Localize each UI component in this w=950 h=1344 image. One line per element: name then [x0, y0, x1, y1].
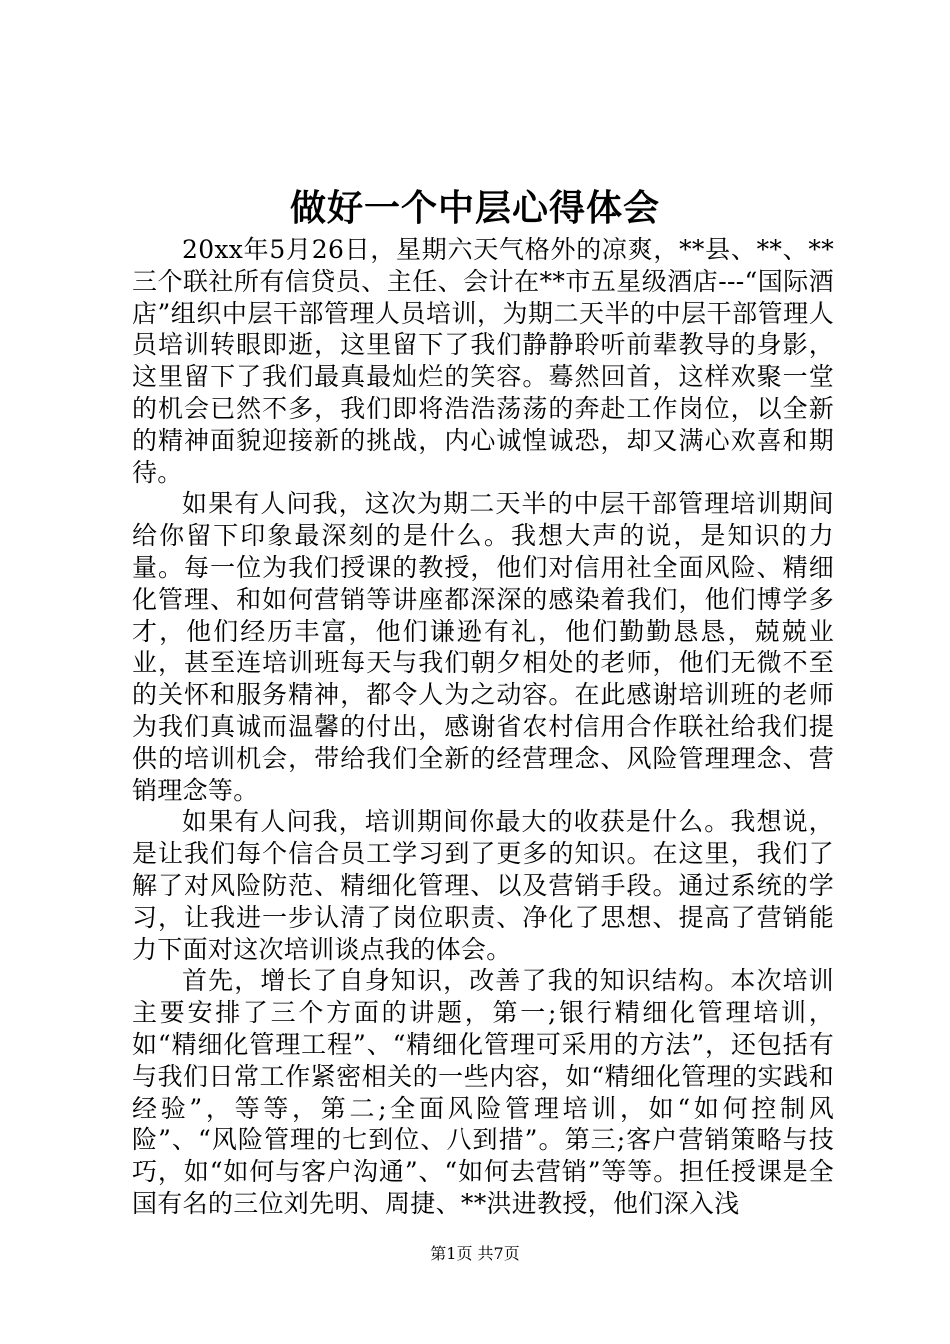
paragraph-2: 如果有人问我，这次为期二天半的中层干部管理培训期间给你留下印象最深刻的是什么。我想大声的说，是知识的力量。每一位为我们授课的教授，他们对信用社全面风险、精细化管理、和如何营销等讲座都深深的感染着我们，他们博学多才，他们经历丰富，他们谦逊有礼，他们勤勤恳恳，兢兢业业，甚至连培训班每天与我们朝夕相处的老师，他们无微不至的关怀和服务精神，都令人为之动容。在此感谢培训班的老师为我们真诚而温馨的付出，感谢省农村信用合作联社给我们提供的培训机会，带给我们全新的经营理念、风险管理理念、营销理念等。: [132, 489, 834, 805]
paragraph-4: 首先，增长了自身知识，改善了我的知识结构。本次培训主要安排了三个方面的讲题，第一;银行精细化管理培训，如“精细化管理工程”、“精细化管理可采用的方法”，还包括有与我们日常工作紧密相关的一些内容，如“精细化管理的实践和经验”，等等，第二;全面风险管理培训，如“如何控制风险”、“风险管理的七到位、八到措”。第三;客户营销策略与技巧，如“如何与客户沟通”、“如何去营销”等等。担任授课是全国有名的三位刘先明、周捷、**洪进教授，他们深入浅: [132, 966, 834, 1218]
document-title: 做好一个中层心得体会: [289, 187, 660, 229]
page-number-footer: 第1页 共7页: [430, 1244, 520, 1263]
document-body: [132, 234, 834, 1220]
paragraph-1: 20xx年5月26日，星期六天气格外的凉爽，**县、**、**三个联社所有信贷员、主任、会计在**市五星级酒店---“国际酒店”组织中层干部管理人员培训，为期二天半的中层干部管理人员培训转眼即逝，这里留下了我们静静聆听前辈教导的身影，这里留下了我们最真最灿烂的笑容。蓦然回首，这样欢聚一堂的机会已然不多，我们即将浩浩荡荡的奔赴工作岗位，以全新的精神面貌迎接新的挑战，内心诚惶诚恐，却又满心欢喜和期待。: [132, 235, 834, 487]
paragraph-3: 如果有人问我，培训期间你最大的收获是什么。我想说，是让我们每个信合员工学习到了更多的知识。在这里，我们了解了对风险防范、精细化管理、以及营销手段。通过系统的学习，让我进一步认清了岗位职责、净化了思想、提高了营销能力下面对这次培训谈点我的体会。: [132, 807, 834, 964]
